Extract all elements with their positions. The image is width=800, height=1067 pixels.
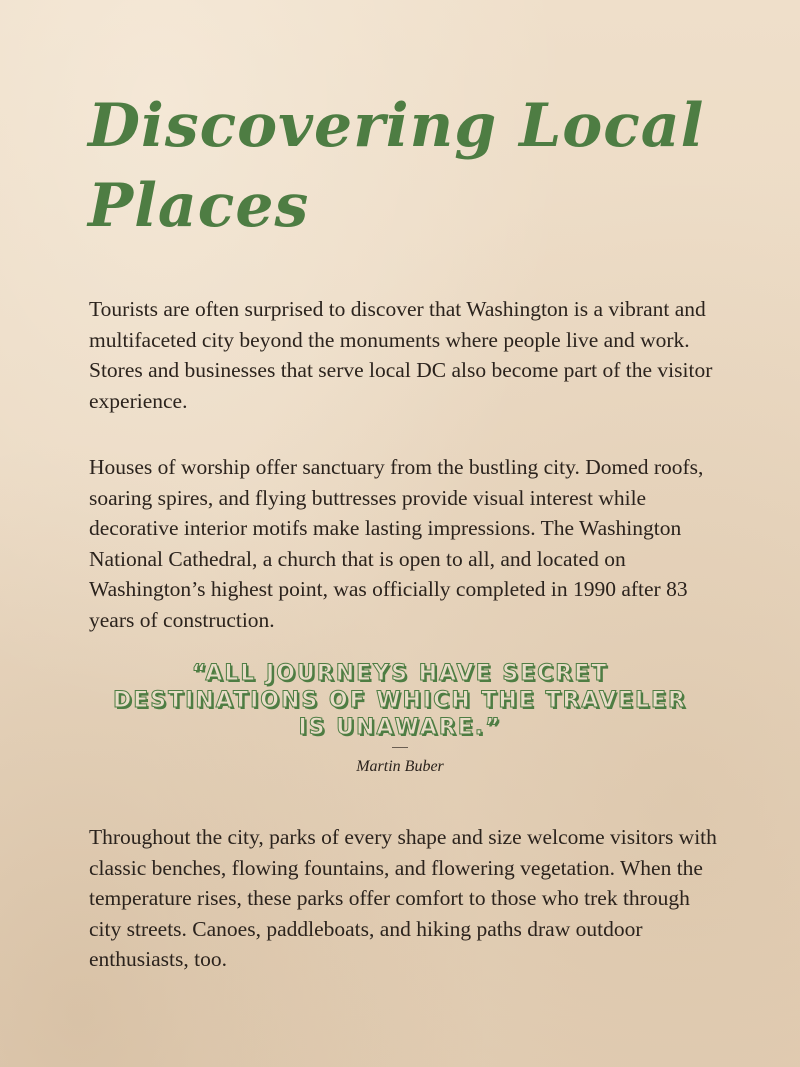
paragraph-worship: Houses of worship offer sanctuary from the bustling city. Domed roofs, soaring spires, and flying buttresses provide visual interest while decorative interior motifs make lasting impressions. The Washington National Cathedral, a church that is open to all, and located on Washington’s highest point, was officially completed in 1990 after 83 years of construction. bbox=[89, 455, 704, 632]
paragraph-intro: Tourists are often surprised to discover that Washington is a vibrant and multifaceted city beyond the monuments where people live and work. Stores and businesses that serve local DC also become part of the visitor experience. bbox=[89, 297, 713, 413]
quote-text: “ALL JOURNEYS HAVE SECRET DESTINATIONS OF WHICH THE TRAVELER IS UNAWARE.” bbox=[113, 661, 687, 740]
pull-quote bbox=[100, 660, 700, 776]
quote-divider bbox=[392, 747, 408, 748]
paragraph-parks: Throughout the city, parks of every shape and size welcome visitors with classic benches, flowing fountains, and flowering vegetation. When the temperature rises, these parks offer comfort to those who trek through city streets. Canoes, paddleboats, and hiking paths draw outdoor enthusiasts, too. bbox=[89, 825, 717, 971]
page-title: Discovering Local Places bbox=[88, 91, 705, 241]
quote-author: Martin Buber bbox=[356, 758, 444, 775]
